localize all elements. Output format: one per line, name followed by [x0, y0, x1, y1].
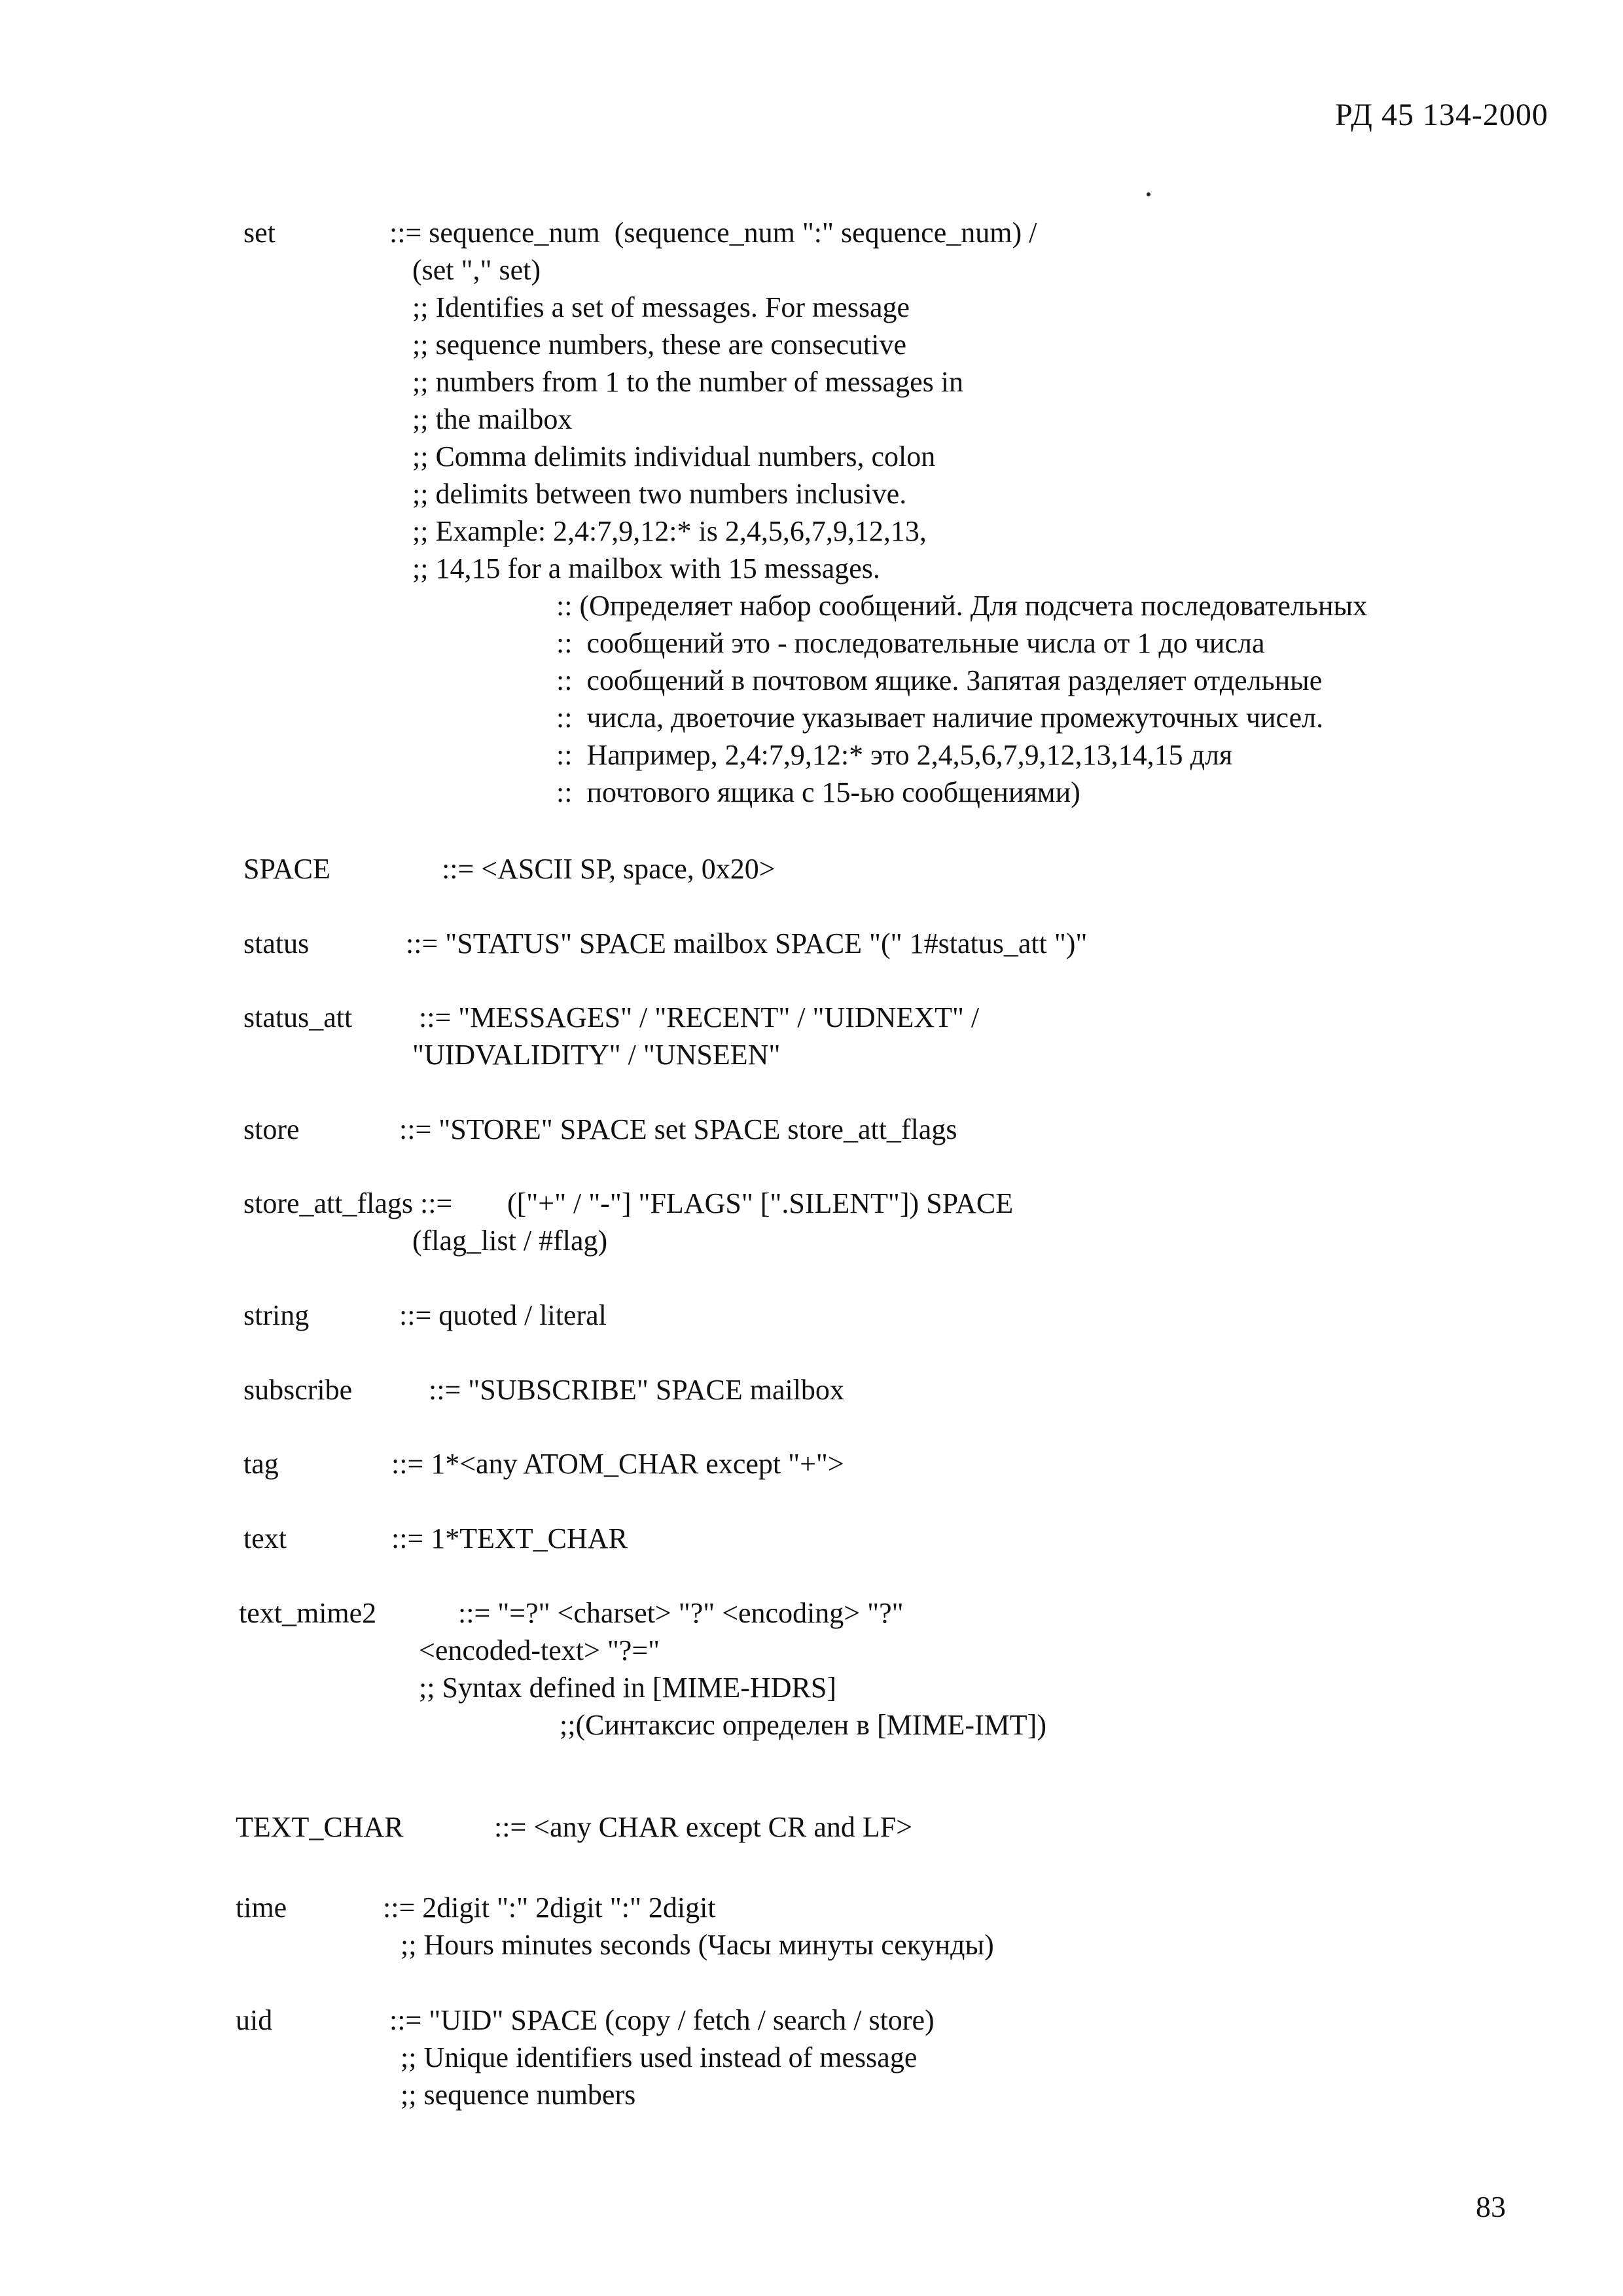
set-line-2: ;; Identifies a set of messages. For message [412, 291, 910, 323]
set-ru-line-4: :: Например, 2,4:7,9,12:* это 2,4,5,6,7,9,12,13,14,15 для [556, 739, 1233, 771]
set-line-3: ;; sequence numbers, these are consecutive [412, 329, 907, 361]
term-time: time [236, 1892, 287, 1924]
status-att-line-1: "UIDVALIDITY" / "UNSEEN" [412, 1039, 781, 1071]
term-store: store [243, 1113, 300, 1145]
term-text-mime2: text_mime2 [239, 1597, 377, 1629]
text-mime2-line-2: ;; Syntax defined in [MIME-HDRS] [419, 1672, 836, 1704]
term-text: text [243, 1522, 287, 1554]
text-char-line-0: ::= <any CHAR except CR and LF> [494, 1811, 913, 1843]
document-code: РД 45 134-2000 [1335, 98, 1548, 132]
term-set: set [243, 217, 276, 249]
set-ru-line-5: :: почтового ящика с 15-ью сообщениями) [556, 776, 1080, 808]
store-att-flags-line-1: (flag_list / #flag) [412, 1225, 608, 1257]
text-mime2-line-1: <encoded-text> "?=" [419, 1634, 660, 1666]
set-line-5: ;; the mailbox [412, 403, 573, 435]
term-store-att-flags: store_att_flags ::= [243, 1187, 460, 1219]
term-tag: tag [243, 1448, 279, 1480]
set-line-9: ;; 14,15 for a mailbox with 15 messages. [412, 552, 880, 584]
set-line-4: ;; numbers from 1 to the number of messages in [412, 366, 963, 398]
term-space: SPACE [243, 853, 330, 885]
term-text-char: TEXT_CHAR [236, 1811, 404, 1843]
term-uid: uid [236, 2004, 273, 2036]
set-ru-line-3: :: числа, двоеточие указывает наличие промежуточных чисел. [556, 702, 1324, 734]
status-line-0: ::= "STATUS" SPACE mailbox SPACE "(" 1#status_att ")" [406, 927, 1088, 960]
space-line-0: ::= <ASCII SP, space, 0x20> [442, 853, 776, 885]
subscribe-line-0: ::= "SUBSCRIBE" SPACE mailbox [429, 1374, 844, 1406]
set-line-0: ::= sequence_num (sequence_num ":" sequence_num) / [389, 217, 1037, 249]
time-line-0: ::= 2digit ":" 2digit ":" 2digit [383, 1892, 716, 1924]
status-att-line-0: ::= "MESSAGES" / "RECENT" / "UIDNEXT" / [419, 1001, 980, 1033]
tag-line-0: ::= 1*<any ATOM_CHAR except "+"> [391, 1448, 844, 1480]
uid-line-0: ::= "UID" SPACE (copy / fetch / search / store) [389, 2004, 935, 2036]
string-line-0: ::= quoted / literal [399, 1299, 607, 1331]
term-subscribe: subscribe [243, 1374, 353, 1406]
uid-line-1: ;; Unique identifiers used instead of message [401, 2041, 918, 2073]
set-line-6: ;; Comma delimits individual numbers, colon [412, 440, 936, 473]
set-line-8: ;; Example: 2,4:7,9,12:* is 2,4,5,6,7,9,12,13, [412, 515, 927, 547]
set-line-7: ;; delimits between two numbers inclusive. [412, 478, 907, 510]
text-mime2-ru-line-0: ;;(Синтаксис определен в [MIME-IMT]) [560, 1709, 1046, 1741]
term-status: status [243, 927, 310, 960]
term-string: string [243, 1299, 310, 1331]
set-line-1: (set "," set) [412, 254, 541, 286]
store-att-flags-line-0: (["+" / "-"] "FLAGS" [".SILENT"]) SPACE [507, 1187, 1014, 1219]
store-line-0: ::= "STORE" SPACE set SPACE store_att_flags [399, 1113, 957, 1145]
term-status-att: status_att [243, 1001, 353, 1033]
page-number: 83 [1476, 2190, 1506, 2223]
text-mime2-line-0: ::= "=?" <charset> "?" <encoding> "?" [458, 1597, 904, 1629]
set-ru-line-2: :: сообщений в почтовом ящике. Запятая разделяет отдельные [556, 664, 1323, 696]
text-line-0: ::= 1*TEXT_CHAR [391, 1522, 628, 1554]
uid-line-2: ;; sequence numbers [401, 2079, 636, 2111]
time-line-1: ;; Hours minutes seconds (Часы минуты секунды) [401, 1929, 994, 1961]
set-ru-line-1: :: сообщений это - последовательные числа от 1 до числа [556, 627, 1265, 659]
set-ru-line-0: :: (Определяет набор сообщений. Для подсчета последовательных [556, 590, 1368, 622]
scan-speck [1147, 192, 1150, 196]
